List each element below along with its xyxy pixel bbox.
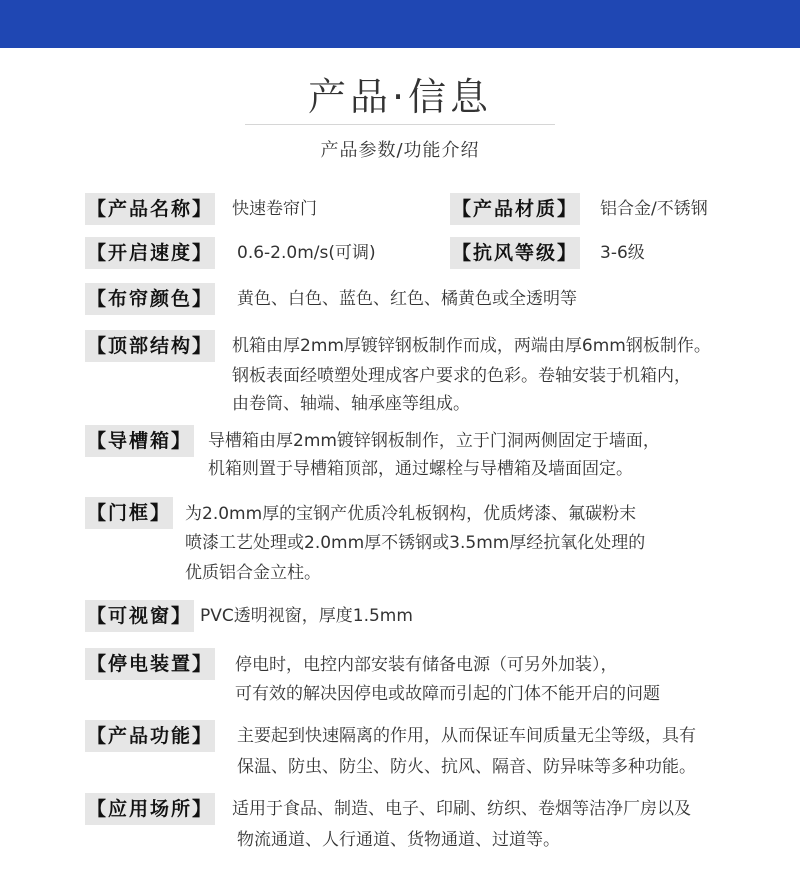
spec-value-material: 铝合金/不锈钢 bbox=[600, 199, 708, 219]
detail-line-top-structure-1: 机箱由厚2mm厚镀锌钢板制作而成，两端由厚6mm钢板制作。 bbox=[232, 336, 711, 356]
title-divider bbox=[245, 124, 555, 125]
detail-line-top-structure-3: 由卷筒、轴端、轴承座等组成。 bbox=[232, 394, 470, 414]
page-subtitle: 产品参数/功能介绍 bbox=[320, 140, 480, 161]
detail-label-function: 【产品功能】 bbox=[85, 720, 215, 752]
detail-line-guide-box-2: 机箱则置于导槽箱顶部，通过螺栓与导槽箱及墙面固定。 bbox=[208, 459, 633, 479]
detail-line-frame-3: 优质铝合金立柱。 bbox=[185, 563, 321, 583]
spec-label-product-name: 【产品名称】 bbox=[85, 193, 215, 225]
detail-value-window: PVC透明视窗，厚度1.5mm bbox=[200, 606, 413, 626]
detail-line-power-failure-2: 可有效的解决因停电或故障而引起的门体不能开启的问题 bbox=[235, 684, 660, 704]
spec-label-material: 【产品材质】 bbox=[450, 193, 580, 225]
detail-line-guide-box-1: 导槽箱由厚2mm镀锌钢板制作，立于门洞两侧固定于墙面， bbox=[208, 431, 660, 451]
detail-line-function-1: 主要起到快速隔离的作用，从而保证车间质量无尘等级，具有 bbox=[237, 726, 696, 746]
spec-label-wind: 【抗风等级】 bbox=[450, 237, 580, 269]
detail-line-application-2: 物流通道、人行通道、货物通道、过道等。 bbox=[237, 830, 560, 850]
detail-line-function-2: 保温、防虫、防尘、防火、抗风、隔音、防异味等多种功能。 bbox=[237, 757, 696, 777]
detail-line-application-1: 适用于食品、制造、电子、印刷、纺织、卷烟等洁净厂房以及 bbox=[232, 799, 691, 819]
detail-line-frame-1: 为2.0mm厚的宝钢产优质冷轧板钢构，优质烤漆、氟碳粉末 bbox=[185, 504, 637, 524]
detail-label-guide-box: 【导槽箱】 bbox=[85, 425, 194, 457]
detail-line-frame-2: 喷漆工艺处理或2.0mm厚不锈钢或3.5mm厚经抗氧化处理的 bbox=[185, 533, 646, 553]
detail-label-window: 【可视窗】 bbox=[85, 600, 194, 632]
detail-line-power-failure-1: 停电时，电控内部安装有储备电源（可另外加装）， bbox=[235, 655, 618, 675]
page-title: 产品·信息 bbox=[307, 75, 493, 119]
spec-label-speed: 【开启速度】 bbox=[85, 237, 215, 269]
top-banner bbox=[0, 0, 800, 48]
detail-label-application: 【应用场所】 bbox=[85, 793, 215, 825]
detail-label-power-failure: 【停电装置】 bbox=[85, 648, 215, 680]
spec-value-curtain-color: 黄色、白色、蓝色、红色、橘黄色或全透明等 bbox=[237, 289, 577, 309]
spec-value-product-name: 快速卷帘门 bbox=[232, 199, 317, 219]
spec-value-speed: 0.6-2.0m/s(可调) bbox=[237, 243, 376, 263]
spec-label-curtain-color: 【布帘颜色】 bbox=[85, 283, 215, 315]
detail-line-top-structure-2: 钢板表面经喷塑处理成客户要求的色彩。卷轴安装于机箱内， bbox=[232, 366, 691, 386]
spec-value-wind: 3-6级 bbox=[600, 243, 645, 263]
detail-label-frame: 【门框】 bbox=[85, 497, 173, 529]
detail-label-top-structure: 【顶部结构】 bbox=[85, 330, 215, 362]
